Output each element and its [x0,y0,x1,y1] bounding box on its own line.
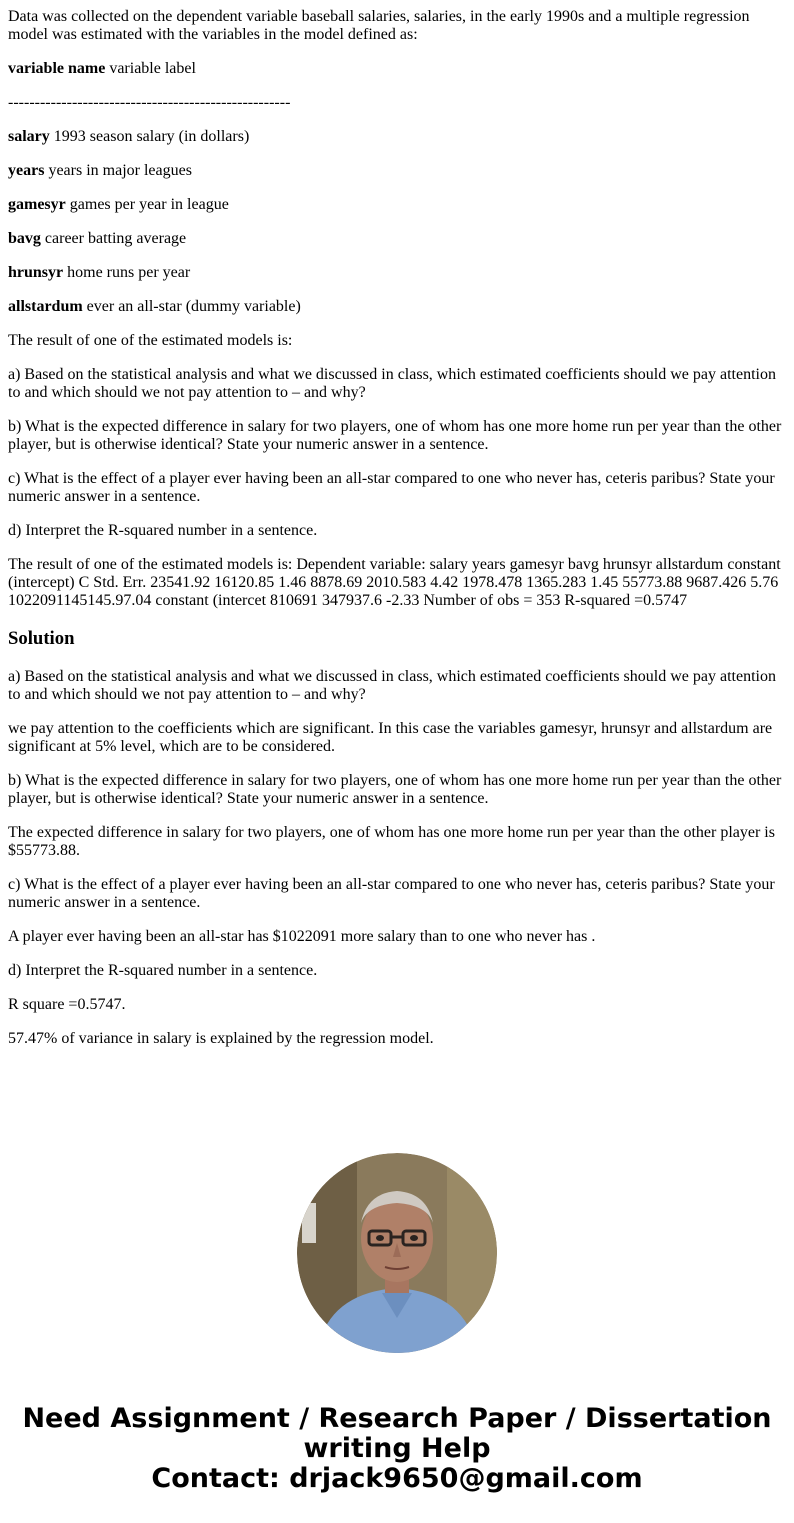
variable-name: years [8,162,45,179]
variable-label: home runs per year [67,264,191,281]
solution-question-c: c) What is the effect of a player ever having been an all-star compared to one who never has, ceteris paribus? State your numeric answer in a sentence. [8,876,775,911]
question-d: d) Interpret the R-squared number in a sentence. [8,522,318,539]
answer-d-rsquare: R square =0.5747. [8,996,126,1013]
variable-name: allstardum [8,298,83,315]
answer-b: The expected difference in salary for two players, one of whom has one more home run per year than the other player is $55773.88. [8,824,775,859]
variable-label: ever an all-star (dummy variable) [86,298,301,315]
avatar-photo [297,1153,497,1353]
solution-heading: Solution [8,628,75,649]
banner-contact: Contact: drjack9650@gmail.com [151,1463,643,1494]
variable-label: career batting average [44,230,187,247]
variable-row [8,162,786,180]
result-intro: The result of one of the estimated models is: [8,332,293,349]
variables-header [8,60,786,78]
variable-name-header: variable name [8,60,106,77]
variable-name: salary [8,128,50,145]
result-text: The result of one of the estimated models is: Dependent variable: salary years gamesyr bavg hrunsyr allstardum constant (intercept) C Std. Err. 23541.92 16120.85 1.46 8878.69 2010.583 4.42 1978.478 1365.283 1.45 55773.88 9687.426 5.76 1022091145145.97.04 constant (intercet 810691 347937.6 -2.33 Number of obs = 353 R-squared =0.5747 [8,556,781,609]
variable-row [8,128,786,146]
tutor-avatar [297,1153,497,1353]
variable-label: years in major leagues [48,162,192,179]
answer-d-interpretation: 57.47% of variance in salary is explained by the regression model. [8,1030,434,1047]
variable-label-header: variable label [109,60,196,77]
solution-question-d: d) Interpret the R-squared number in a sentence. [8,962,318,979]
variable-row [8,196,786,214]
banner-line-2: writing Help [303,1433,491,1464]
variable-row [8,230,786,248]
answer-a: we pay attention to the coefficients which are significant. In this case the variables gamesyr, hrunsyr and allstardum are significant at 5% level, which are to be considered. [8,720,773,755]
variable-name: gamesyr [8,196,66,213]
solution-question-b: b) What is the expected difference in salary for two players, one of whom has one more home run per year than the other player, but is otherwise identical? State your numeric answer in a sentence. [8,772,782,807]
question-b: b) What is the expected difference in salary for two players, one of whom has one more home run per year than the other player, but is otherwise identical? State your numeric answer in a sentence. [8,418,782,453]
question-a: a) Based on the statistical analysis and what we discussed in class, which estimated coefficients should we pay attention to and which should we not pay attention to – and why? [8,366,776,401]
separator-line: ----------------------------------------------------- [8,94,291,111]
help-banner [0,1404,794,1494]
variable-row [8,264,786,282]
answer-c: A player ever having been an all-star has $1022091 more salary than to one who never has . [8,928,596,945]
variable-row [8,298,786,316]
intro-paragraph: Data was collected on the dependent variable baseball salaries, salaries, in the early 1990s and a multiple regression model was estimated with the variables in the model defined as: [8,8,750,43]
variable-label: 1993 season salary (in dollars) [53,128,250,145]
variable-name: hrunsyr [8,264,64,281]
variable-label: games per year in league [69,196,229,213]
solution-question-a: a) Based on the statistical analysis and what we discussed in class, which estimated coefficients should we pay attention to and which should we not pay attention to – and why? [8,668,776,703]
banner-line-1: Need Assignment / Research Paper / Dissertation [22,1403,772,1434]
variable-name: bavg [8,230,41,247]
question-c: c) What is the effect of a player ever having been an all-star compared to one who never has, ceteris paribus? State your numeric answer in a sentence. [8,470,775,505]
